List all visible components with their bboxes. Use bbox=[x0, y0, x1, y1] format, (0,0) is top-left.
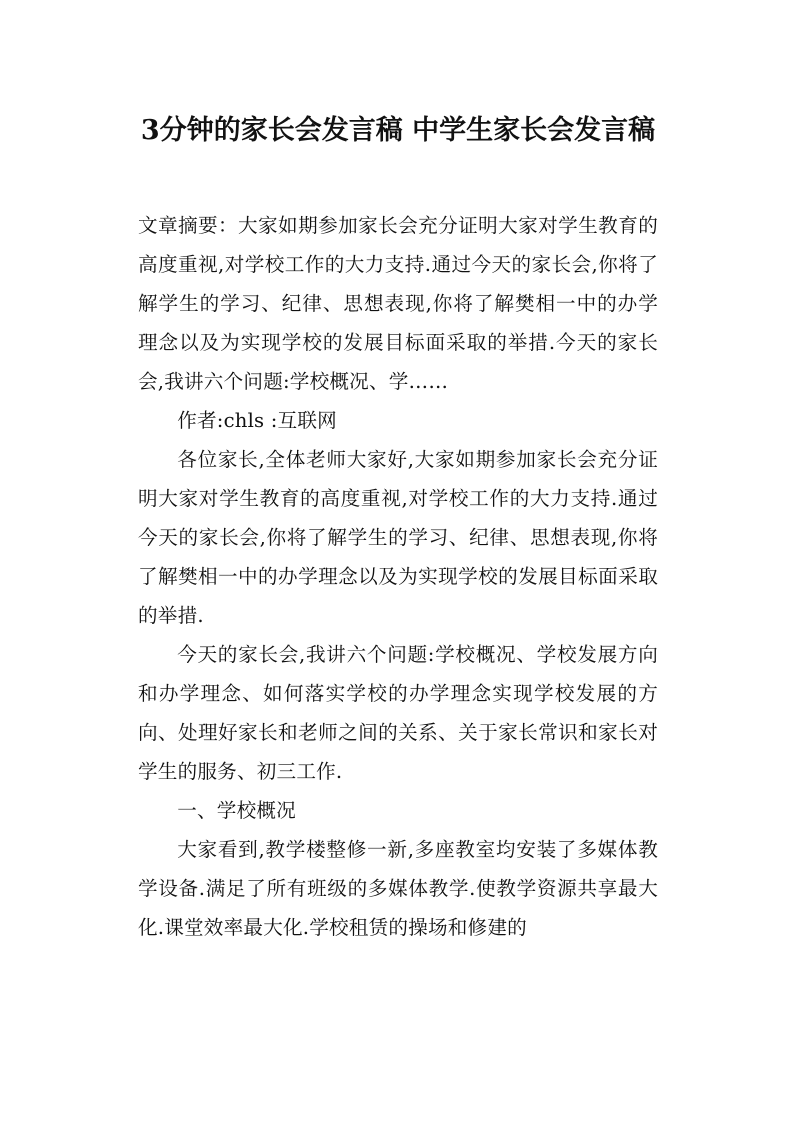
document-body bbox=[138, 206, 658, 947]
body-paragraph-topics: 今天的家长会,我讲六个问题:学校概况、学校发展方向和办学理念、如何落实学校的办学理念实现学校发展的方向、处理好家长和老师之间的关系、关于家长常识和家长对学生的服务、初三工作. bbox=[138, 643, 658, 783]
abstract-paragraph: 文章摘要：大家如期参加家长会充分证明大家对学生教育的高度重视,对学校工作的大力支持.通过今天的家长会,你将了解学生的学习、纪律、思想表现,你将了解樊相一中的办学理念以及为实现学校的发展目标面采取的举措.今天的家长会,我讲六个问题:学校概况、学…… bbox=[138, 214, 658, 393]
body-paragraph-overview: 大家看到,教学楼整修一新,多座教室均安装了多媒体教学设备.满足了所有班级的多媒体教学.使教学资源共享最大化.课堂效率最大化.学校租赁的操场和修建的 bbox=[138, 838, 658, 939]
section-heading-school-overview: 一、学校概况 bbox=[177, 799, 296, 822]
author-line: 作者:chls :互联网 bbox=[177, 409, 337, 432]
body-paragraph-greeting: 各位家长,全体老师大家好,大家如期参加家长会充分证明大家对学生教育的高度重视,对学校工作的大力支持.通过今天的家长会,你将了解学生的学习、纪律、思想表现,你将了解樊相一中的办学理念以及为实现学校的发展目标面采取的举措. bbox=[138, 448, 658, 627]
page-title: 3分钟的家长会发言稿 中学生家长会发言稿 bbox=[140, 115, 656, 146]
